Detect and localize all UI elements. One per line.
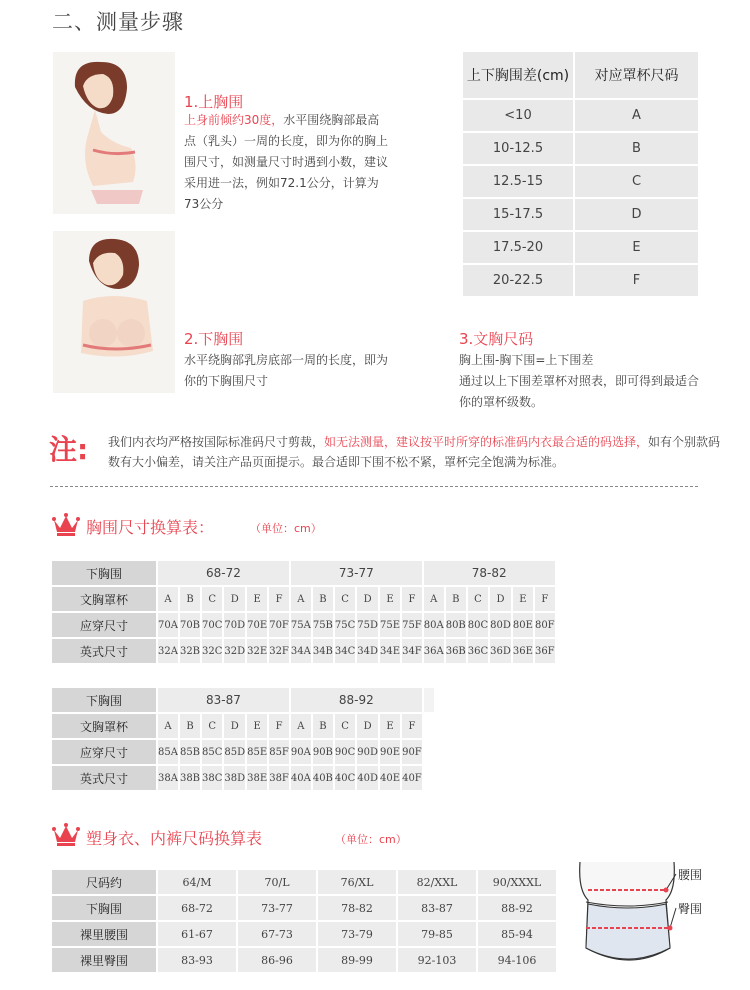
table-cell: 70D	[224, 613, 245, 637]
empty-cell	[424, 688, 434, 712]
group-cell: 78-82	[424, 561, 555, 585]
table-cell: 94-106	[478, 948, 556, 972]
cup-header-diff: 上下胸围差(cm)	[463, 52, 573, 98]
section-title: 二、测量步骤	[52, 10, 184, 34]
table-cell: E	[247, 587, 267, 611]
table-cell: 68-72	[158, 896, 236, 920]
crown-icon	[52, 822, 80, 848]
step1-text-red: 上身前倾约30度，	[184, 113, 284, 127]
table-cell: F	[402, 714, 422, 738]
table-cell: 40A	[291, 766, 311, 790]
table-cell: 92-103	[398, 948, 476, 972]
step1-title: 1.上胸围	[184, 93, 244, 111]
row-label: 下胸围	[52, 896, 156, 920]
table-row	[52, 922, 556, 946]
table-cell: 90B	[313, 740, 333, 764]
table-cell: 78-82	[318, 896, 396, 920]
note-part3: 如有个别款码数有大小偏差，请关注产品页面提示。最合适即下围不松不紧，罩杯完全饱满为标准。	[108, 435, 721, 469]
table-cell: F	[535, 587, 555, 611]
table-row	[52, 714, 434, 738]
cell: 20-22.5	[463, 265, 573, 296]
crown-icon	[52, 512, 80, 538]
table-cell: 32E	[247, 639, 267, 663]
table-cell: 85B	[180, 740, 200, 764]
table-cell: E	[380, 714, 400, 738]
table-cell: C	[335, 587, 355, 611]
cup-header-cup: 对应罩杯尺码	[575, 52, 698, 98]
table-cell: 34F	[402, 639, 422, 663]
cell: C	[575, 166, 698, 197]
table-cell: D	[224, 587, 245, 611]
row-label: 下胸围	[52, 688, 156, 712]
table-cell: D	[224, 714, 245, 738]
table-cell: 34A	[291, 639, 311, 663]
cup-table	[461, 50, 700, 298]
table-cell: 36E	[513, 639, 533, 663]
table-cell: 38A	[158, 766, 178, 790]
table-row	[52, 613, 555, 637]
table-cell: A	[424, 587, 444, 611]
body-size-table	[50, 868, 558, 974]
step2-title: 2.下胸围	[184, 330, 244, 348]
cell: D	[575, 199, 698, 230]
table-cell: 70C	[202, 613, 222, 637]
cell: 12.5-15	[463, 166, 573, 197]
table-cell: 75D	[357, 613, 378, 637]
table-row	[52, 948, 556, 972]
cup-table-header	[463, 52, 698, 98]
table-cell: 38D	[224, 766, 245, 790]
table-cell: 80B	[446, 613, 466, 637]
row-label: 尺码约	[52, 870, 156, 894]
table-cell: A	[291, 587, 311, 611]
step3-title: 3.文胸尺码	[459, 330, 534, 348]
table-cell: 75A	[291, 613, 311, 637]
table-row	[52, 896, 556, 920]
bra-section-title: 胸围尺寸换算表：	[86, 518, 215, 537]
figure-under-bust	[53, 231, 175, 393]
body-section-title: 塑身衣、内裤尺码换算表	[86, 829, 263, 848]
table-cell: 34B	[313, 639, 333, 663]
table-row	[463, 265, 698, 296]
table-cell: C	[202, 714, 222, 738]
table-cell: 64/M	[158, 870, 236, 894]
group-cell: 88-92	[291, 688, 422, 712]
table-cell: 90/XXXL	[478, 870, 556, 894]
table-cell: 40D	[357, 766, 378, 790]
table-cell: 70E	[247, 613, 267, 637]
table-cell: C	[335, 714, 355, 738]
table-cell: 40F	[402, 766, 422, 790]
bra-size-table-1	[50, 559, 557, 665]
note-mark: 注:	[49, 433, 89, 466]
table-row	[52, 587, 555, 611]
table-cell: B	[313, 714, 333, 738]
table-cell: 70A	[158, 613, 178, 637]
table-cell: 89-99	[318, 948, 396, 972]
table-row	[463, 232, 698, 263]
table-row	[463, 133, 698, 164]
table-cell: 90C	[335, 740, 355, 764]
table-cell: 75F	[402, 613, 422, 637]
table-cell: E	[247, 714, 267, 738]
table-cell: 83-87	[398, 896, 476, 920]
table-cell: 90F	[402, 740, 422, 764]
table-cell: 34C	[335, 639, 355, 663]
table-row	[463, 166, 698, 197]
bra-size-table-2	[50, 686, 436, 792]
table-cell: F	[269, 587, 289, 611]
note-part1: 我们内衣均严格按国际标准码尺寸剪裁，	[108, 435, 325, 449]
table-cell: 90E	[380, 740, 400, 764]
table-cell: B	[446, 587, 466, 611]
bra-section-unit: （单位：cm）	[250, 522, 322, 535]
hip-label: 臀围	[678, 902, 703, 916]
table-row	[52, 639, 555, 663]
table-cell: 38E	[247, 766, 267, 790]
step3-line1: 胸上围-胸下围=上下围差	[459, 353, 594, 367]
cell: 15-17.5	[463, 199, 573, 230]
divider	[50, 486, 698, 487]
table-cell: C	[202, 587, 222, 611]
table-cell: 32F	[269, 639, 289, 663]
table-cell: 34D	[357, 639, 378, 663]
table-cell: 36A	[424, 639, 444, 663]
cell: F	[575, 265, 698, 296]
table-cell: E	[513, 587, 533, 611]
body-section-unit: （单位：cm）	[335, 833, 407, 846]
row-label: 应穿尺寸	[52, 740, 156, 764]
table-cell: 80E	[513, 613, 533, 637]
table-cell: D	[357, 714, 378, 738]
step3-line2: 通过以上下围差罩杯对照表，即可得到最适合你的罩杯级数。	[459, 374, 700, 409]
table-cell: D	[357, 587, 378, 611]
table-cell: 70/L	[238, 870, 316, 894]
table-cell: C	[468, 587, 488, 611]
table-cell: 36D	[490, 639, 511, 663]
table-cell: 70B	[180, 613, 200, 637]
note-text	[108, 432, 728, 472]
table-row	[463, 199, 698, 230]
row-label: 英式尺寸	[52, 639, 156, 663]
table-cell: 79-85	[398, 922, 476, 946]
table-cell: 32A	[158, 639, 178, 663]
table-cell: D	[490, 587, 511, 611]
cell: E	[575, 232, 698, 263]
table-cell: 32B	[180, 639, 200, 663]
table-cell: F	[402, 587, 422, 611]
table-cell: 70F	[269, 613, 289, 637]
table-cell: B	[180, 714, 200, 738]
table-row	[52, 688, 434, 712]
row-label: 裸里腰围	[52, 922, 156, 946]
table-cell: 83-93	[158, 948, 236, 972]
table-cell: 38F	[269, 766, 289, 790]
table-cell: A	[158, 587, 178, 611]
table-cell: 36F	[535, 639, 555, 663]
group-cell: 73-77	[291, 561, 422, 585]
table-cell: 36B	[446, 639, 466, 663]
step1-text	[184, 110, 389, 215]
cell: 10-12.5	[463, 133, 573, 164]
cell: 17.5-20	[463, 232, 573, 263]
table-cell: E	[380, 587, 400, 611]
table-cell: 90D	[357, 740, 378, 764]
table-cell: A	[291, 714, 311, 738]
table-cell: 90A	[291, 740, 311, 764]
table-cell: 80D	[490, 613, 511, 637]
table-cell: A	[158, 714, 178, 738]
table-cell: 38B	[180, 766, 200, 790]
row-label: 应穿尺寸	[52, 613, 156, 637]
group-cell: 68-72	[158, 561, 289, 585]
table-row	[52, 740, 434, 764]
row-label: 英式尺寸	[52, 766, 156, 790]
table-cell: 34E	[380, 639, 400, 663]
table-cell: F	[269, 714, 289, 738]
table-cell: 85C	[202, 740, 222, 764]
cell: <10	[463, 100, 573, 131]
table-cell: 88-92	[478, 896, 556, 920]
table-cell: B	[180, 587, 200, 611]
waist-label: 腰围	[678, 868, 703, 882]
table-cell: 73-77	[238, 896, 316, 920]
step1-text-body: 水平围绕胸部最高点（乳头）一周的长度，即为你的胸上围尺寸，如测量尺寸时遇到小数，建议采用进一法，例如72.1公分，计算为73公分	[184, 113, 389, 211]
table-cell: 80A	[424, 613, 444, 637]
table-cell: 85A	[158, 740, 178, 764]
table-cell: 40B	[313, 766, 333, 790]
table-cell: 76/XL	[318, 870, 396, 894]
table-cell: 80C	[468, 613, 488, 637]
table-cell: 75B	[313, 613, 333, 637]
cell: A	[575, 100, 698, 131]
table-cell: 40C	[335, 766, 355, 790]
row-label: 文胸罩杯	[52, 587, 156, 611]
note-part2: 如无法测量，建议按平时所穿的标准码内衣最合适的码选择，	[324, 435, 649, 449]
table-row	[52, 870, 556, 894]
table-cell: 32C	[202, 639, 222, 663]
table-row	[52, 561, 555, 585]
table-cell: 36C	[468, 639, 488, 663]
table-cell: 85D	[224, 740, 245, 764]
table-cell: 85E	[247, 740, 267, 764]
table-cell: 85F	[269, 740, 289, 764]
table-cell: 38C	[202, 766, 222, 790]
figure-upper-bust	[53, 52, 175, 214]
row-label: 文胸罩杯	[52, 714, 156, 738]
table-cell: 61-67	[158, 922, 236, 946]
table-cell: 40E	[380, 766, 400, 790]
table-cell: 75E	[380, 613, 400, 637]
table-cell: 86-96	[238, 948, 316, 972]
group-cell: 83-87	[158, 688, 289, 712]
table-cell: 75C	[335, 613, 355, 637]
table-row	[52, 766, 434, 790]
table-row	[463, 100, 698, 131]
table-cell: 32D	[224, 639, 245, 663]
row-label: 下胸围	[52, 561, 156, 585]
table-cell: 73-79	[318, 922, 396, 946]
table-cell: 85-94	[478, 922, 556, 946]
row-label: 裸里臀围	[52, 948, 156, 972]
table-cell: 67-73	[238, 922, 316, 946]
step2-text: 水平绕胸部乳房底部一周的长度，即为你的下胸围尺寸	[184, 353, 389, 388]
table-cell: 82/XXL	[398, 870, 476, 894]
table-cell: B	[313, 587, 333, 611]
cell: B	[575, 133, 698, 164]
table-cell: 80F	[535, 613, 555, 637]
